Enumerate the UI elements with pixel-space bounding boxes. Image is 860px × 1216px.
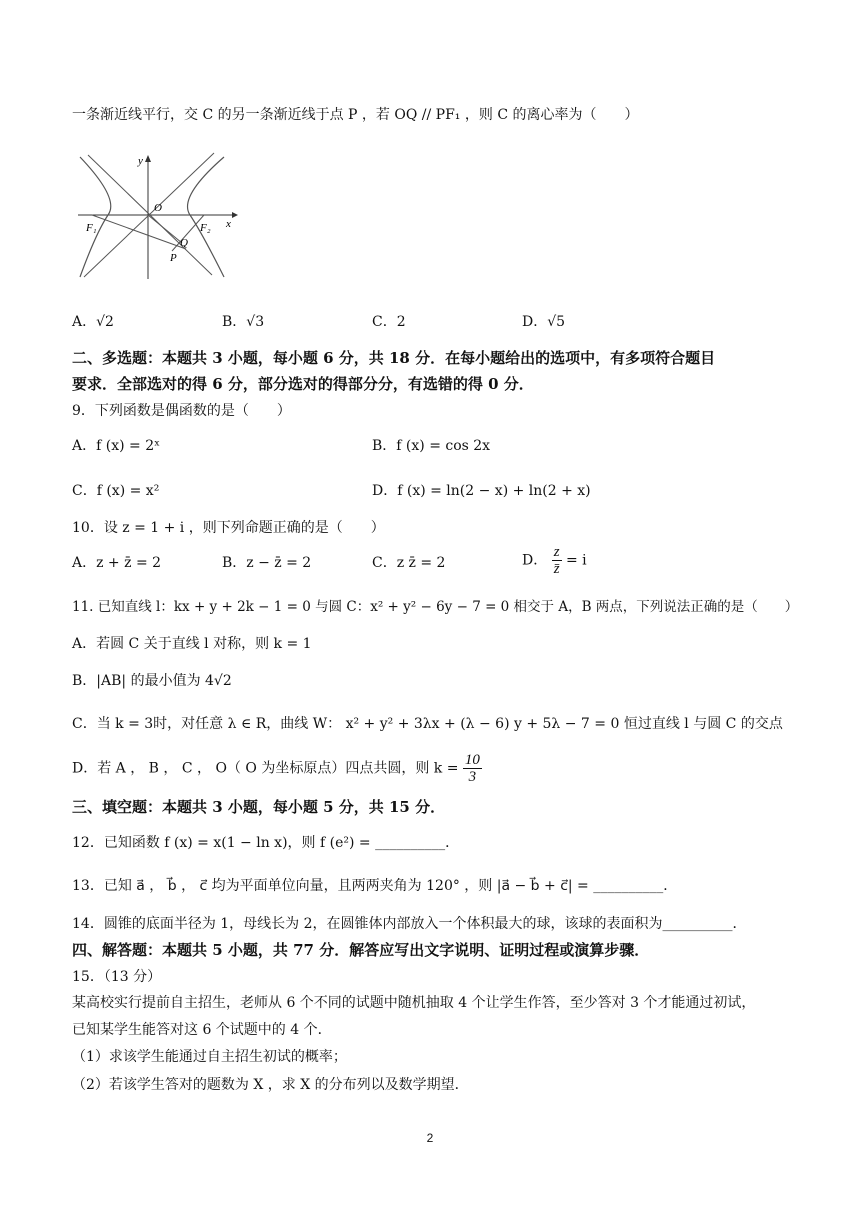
- q9-option-c: C．f (x) = x²: [72, 483, 160, 499]
- q8-option-d: D．√5: [522, 314, 566, 330]
- q9-option-a: A．f (x) = 2ˣ: [72, 438, 161, 454]
- q10-option-d-numerator: z: [553, 544, 560, 560]
- question-8-tail: 一条渐近线平行，交 C 的另一条渐近线于点 P ，若 OQ // PF₁ ，则 C 的离心率为（ ）: [72, 107, 639, 123]
- page-number: 2: [426, 1131, 434, 1145]
- q11-option-d-text: D．若 A ， B ， C ， O（ O 为坐标原点）四点共圆，则 k =: [72, 760, 459, 777]
- section-2-heading-line1: 二、多选题：本题共 3 小题，每小题 6 分，共 18 分．在每小题给出的选项中，有多项符合题目: [72, 349, 716, 367]
- q9-stem: 9．下列函数是偶函数的是（ ）: [72, 403, 291, 419]
- q13: 13．已知 a⃗ ， b⃗ ， c⃗ 均为平面单位向量，且两两夹角为 120° ，则 |a⃗ − b⃗ + c⃗| = __________．: [72, 878, 678, 894]
- q11-option-c: C．当 k = 3时，对任意 λ ∈ R，曲线 W： x² + y² + 3λx + (λ − 6) y + 5λ − 7 = 0 恒过直线 l 与圆 C 的交点: [72, 716, 783, 732]
- label-p: P: [170, 252, 177, 264]
- q14: 14．圆锥的底面半径为 1，母线长为 2，在圆锥体内部放入一个体积最大的球，该球的表面积为__________．: [72, 916, 747, 932]
- q11-option-d: [72, 752, 482, 785]
- q15-line1: 某高校实行提前自主招生，老师从 6 个不同的试题中随机抽取 4 个让学生作答，至少答对 3 个才能通过初试，: [72, 995, 756, 1011]
- q10-stem: 10．设 z = 1 + i ，则下列命题正确的是（ ）: [72, 520, 385, 536]
- q9-option-b: B．f (x) = cos 2x: [372, 438, 491, 454]
- q15-line2: 已知某学生能答对这 6 个试题中的 4 个．: [72, 1022, 332, 1038]
- q15-heading: 15．（13 分）: [72, 969, 162, 985]
- q10-option-d-label: D．: [522, 552, 548, 569]
- q10-option-a: A．z + z̄ = 2: [72, 555, 162, 571]
- q10-option-d-denominator: z̄: [553, 561, 560, 577]
- hyperbola-figure: [74, 151, 239, 283]
- q10-option-b: B．z − z̄ = 2: [222, 555, 312, 571]
- q10-option-d-rhs: = i: [565, 552, 587, 569]
- q10-option-d-fraction: [552, 544, 562, 577]
- label-q: Q: [180, 237, 188, 249]
- q8-option-a: A．√2: [72, 314, 114, 330]
- q8-option-c: C．2: [372, 314, 406, 330]
- label-f2: F₂: [200, 222, 211, 234]
- q12: 12．已知函数 f (x) = x(1 − ln x)，则 f (e²) = __________．: [72, 835, 460, 851]
- q8-option-b: B．√3: [222, 314, 265, 330]
- label-x: x: [226, 218, 231, 230]
- q15-part2: （2）若该学生答对的题数为 X ，求 X 的分布列以及数学期望．: [72, 1077, 469, 1093]
- q15-part1: （1）求该学生能通过自主招生初试的概率；: [72, 1049, 347, 1065]
- section-2-heading-line2: 要求．全部选对的得 6 分，部分选对的得部分分，有选错的得 0 分．: [72, 375, 534, 393]
- label-f1: F₁: [86, 222, 97, 234]
- q10-option-d: [522, 544, 587, 577]
- q11-option-d-fraction: [463, 752, 482, 785]
- q11-option-a: A．若圆 C 关于直线 l 对称，则 k = 1: [72, 636, 312, 652]
- q9-option-d: D．f (x) = ln(2 − x) + ln(2 + x): [372, 483, 591, 499]
- label-y: y: [138, 155, 143, 167]
- q11-option-d-numerator: 10: [464, 752, 480, 768]
- section-3-heading: 三、填空题：本题共 3 小题，每小题 5 分，共 15 分．: [72, 798, 446, 816]
- q11-option-b: B．|AB| 的最小值为 4√2: [72, 673, 232, 689]
- q11-option-d-denominator: 3: [468, 769, 477, 785]
- q10-option-c: C．z z̄ = 2: [372, 555, 446, 571]
- section-4-heading: 四、解答题：本题共 5 小题，共 77 分．解答应写出文字说明、证明过程或演算步骤．: [72, 941, 650, 959]
- q11-stem: 11. 已知直线 l：kx + y + 2k − 1 = 0 与圆 C：x² + y² − 6y − 7 = 0 相交于 A，B 两点，下列说法正确的是（ ）: [72, 599, 799, 615]
- label-o: O: [154, 202, 162, 214]
